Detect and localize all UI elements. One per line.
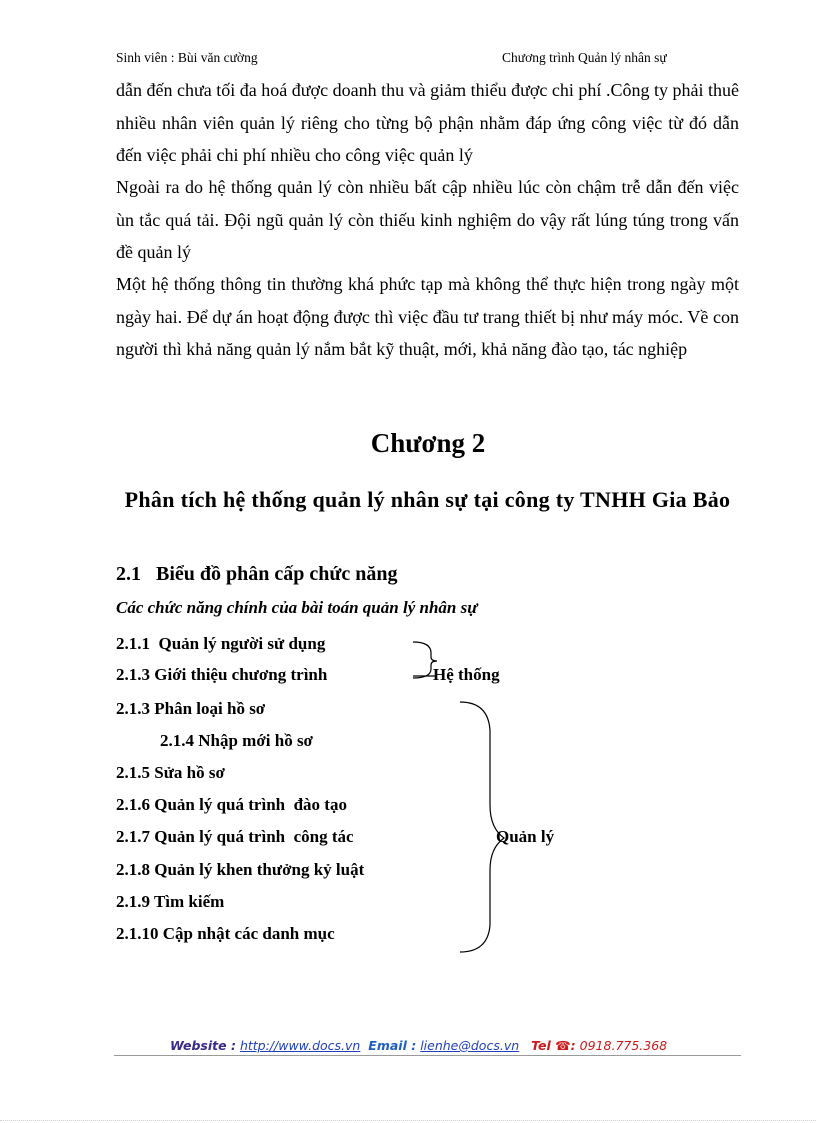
function-item: 2.1.5 Sửa hồ sơ [116,763,225,782]
section-title: Biểu đồ phân cấp chức năng [156,563,398,585]
function-item: 2.1.7 Quản lý quá trình công tác [116,827,354,846]
page-header-author: Sinh viên : Bùi văn cường [116,50,258,65]
functions-intro: Các chức năng chính của bài toán quản lý nhân sự [116,598,478,617]
tel-label: Tel ☎: [531,1038,576,1053]
email-link[interactable]: lienhe@docs.vn [420,1038,520,1053]
page-header-title: Chương trình Quản lý nhân sự [502,50,667,65]
page-footer [170,1038,667,1053]
page-edge [0,1120,816,1121]
email-label: Email : [368,1038,417,1053]
group-label-management: Quản lý [496,827,555,846]
function-item: 2.1.6 Quản lý quá trình đào tạo [116,795,347,814]
chapter-subtitle: Phân tích hệ thống quản lý nhân sự tại công ty TNHH Gia Bảo [124,487,731,512]
paragraph-1: dẫn đến chưa tối đa hoá được doanh thu và giảm thiểu được chi phí .Công ty phải thuê nhiều nhân viên quản lý riêng cho từng bộ phận nhằm đáp ứng công việc từ đó dẫn đến việc phải chi phí nhiều cho công việc quản lý [116,80,739,165]
chapter-title: Chương 2 [370,428,486,458]
paragraph-2: Ngoài ra do hệ thống quản lý còn nhiều bất cập nhiều lúc còn chậm trễ dẫn đến việc ùn tắc quá tải. Đội ngũ quản lý còn thiếu kinh nghiệm do vậy rất lúng túng trong vấn đề quản lý [116,177,739,262]
footer-divider [114,1055,741,1056]
group-label-system: Hệ thống [433,665,500,684]
function-item: 2.1.9 Tìm kiếm [116,892,225,911]
function-item: 2.1.1 Quản lý người sử dụng [116,634,326,653]
paragraph-3: Một hệ thống thông tin thường khá phức tạp mà không thể thực hiện trong ngày một ngày hai. Để dự án hoạt động được thì việc đầu tư trang thiết bị như máy móc. Về con người thì khả năng quản lý nắm bắt kỹ thuật, mới, khả năng đào tạo, tác nghiệp [116,274,739,359]
function-item: 2.1.3 Giới thiệu chương trình [116,665,328,684]
section-number: 2.1 [116,563,141,585]
function-item: 2.1.4 Nhập mới hồ sơ [160,731,313,750]
function-item: 2.1.3 Phân loại hồ sơ [116,699,266,718]
function-item: 2.1.10 Cập nhật các danh mục [116,924,335,943]
function-item: 2.1.8 Quản lý khen thưởng kỷ luật [116,860,365,879]
website-link[interactable]: http://www.docs.vn [239,1038,361,1053]
website-label: Website : [170,1038,236,1053]
phone-number: 0918.775.368 [579,1038,668,1053]
